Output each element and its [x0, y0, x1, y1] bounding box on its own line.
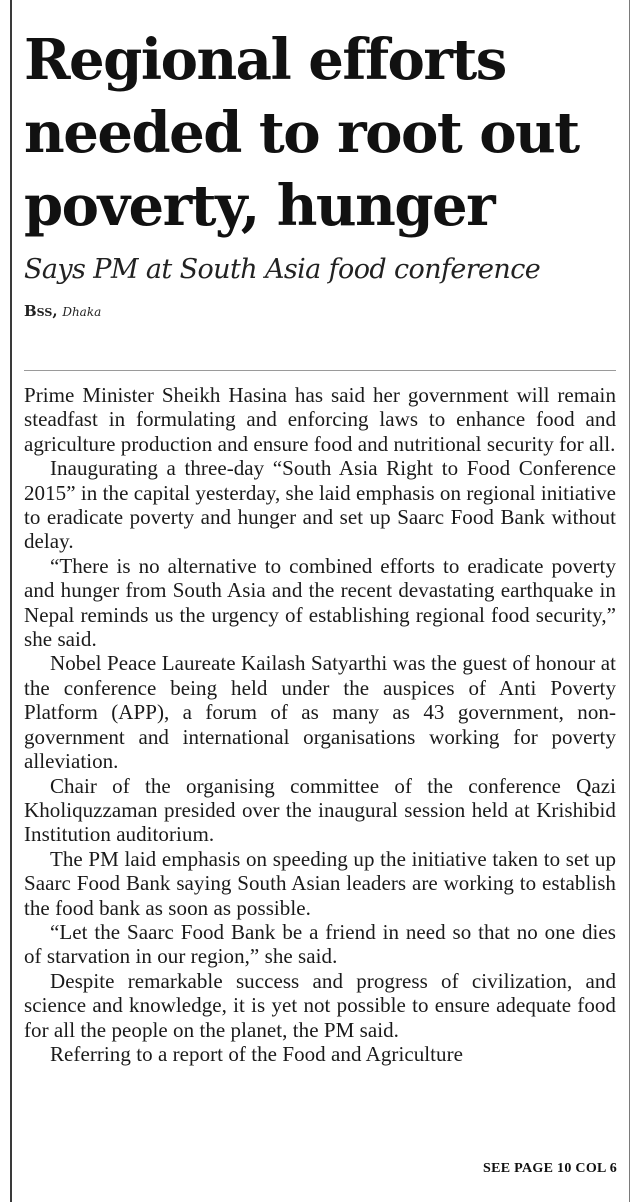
headline-line-2: needed to root out [24, 100, 579, 166]
byline-place: Dhaka [62, 305, 102, 319]
article-header [24, 24, 614, 322]
paragraph-4: Nobel Peace Laureate Kailash Satyarthi was the guest of honour at the conference being held under the auspices of Anti Poverty Platform (APP), a forum of as many as 43 government, non-government and international organisations working for poverty alleviation. [24, 651, 616, 774]
column-rule-left [10, 0, 12, 1202]
paragraph-8: Despite remarkable success and progress of civilization, and science and knowledge, it is yet not possible to ensure adequate food for all the people on the planet, the PM said. [24, 968, 616, 1042]
article-body [24, 383, 616, 1066]
headline-line-1: Regional efforts [24, 27, 506, 93]
byline [24, 301, 614, 322]
paragraph-3: “There is no alternative to combined efforts to eradicate poverty and hunger from South Asia and the recent devastating earthquake in Nepal reminds us the urgency of establishing regional food security,” she said. [24, 553, 616, 652]
paragraph-5: Chair of the organising committee of the conference Qazi Kholiquzzaman presided over the inaugural session held at Krishibid Institution auditorium. [24, 773, 616, 847]
continuation-jump: SEE PAGE 10 COL 6 [483, 1161, 617, 1176]
paragraph-1: Prime Minister Sheikh Hasina has said her government will remain steadfast in formulating and enforcing laws to enhance food and agriculture production and ensure food and nutritional security for all. [24, 383, 616, 456]
paragraph-7: “Let the Saarc Food Bank be a friend in need so that no one dies of starvation in our region,” she said. [24, 919, 616, 969]
subheadline: Says PM at South Asia food conference [24, 254, 541, 285]
column-rule-right [629, 0, 630, 1202]
byline-divider [24, 370, 616, 371]
headline [24, 24, 614, 243]
paragraph-2: Inaugurating a three-day “South Asia Right to Food Conference 2015” in the capital yesterday, she laid emphasis on regional initiative to eradicate poverty and hunger and set up Saarc Food Bank without delay. [24, 456, 616, 554]
byline-agency: Bss, [24, 302, 58, 320]
paragraph-6: The PM laid emphasis on speeding up the initiative taken to set up Saarc Food Bank saying South Asian leaders are working to establish the food bank as soon as possible. [24, 846, 616, 920]
headline-line-3: poverty, hunger [24, 173, 495, 239]
paragraph-9: Referring to a report of the Food and Agriculture [50, 1041, 463, 1066]
